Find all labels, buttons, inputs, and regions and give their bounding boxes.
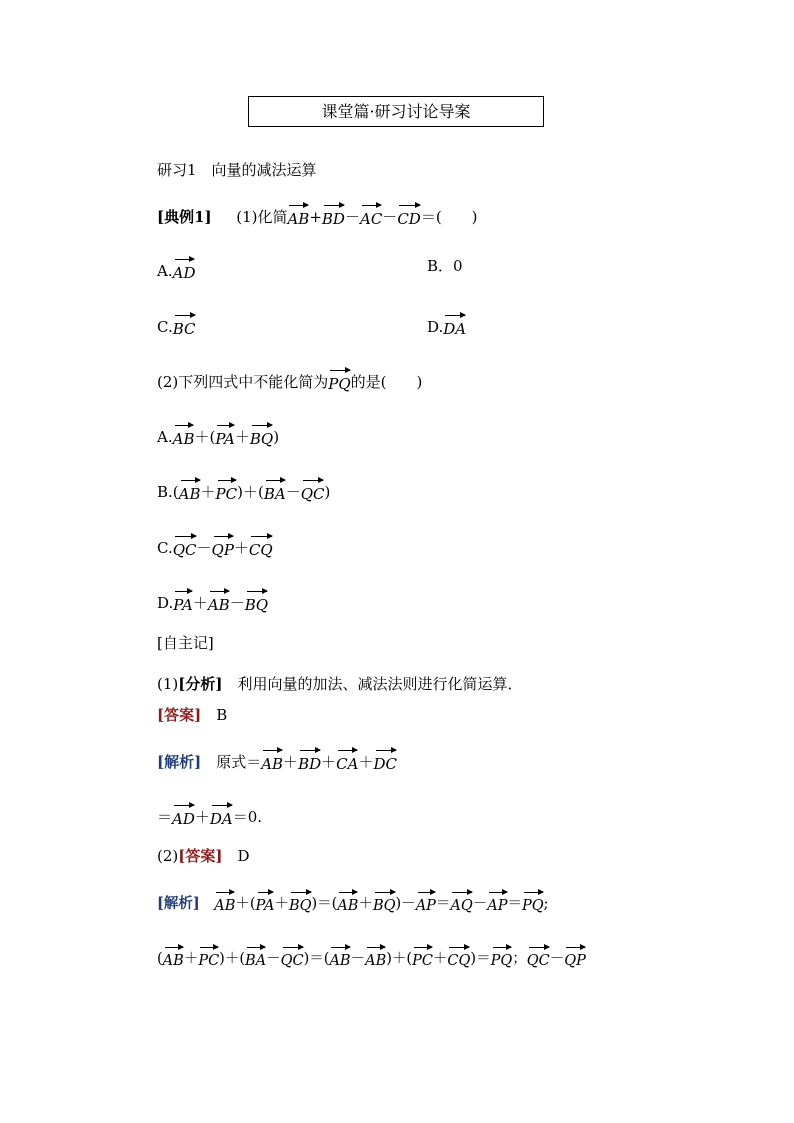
option-label: C. (157, 318, 173, 336)
vector: CA (336, 746, 358, 772)
vector: PC (216, 476, 238, 502)
q1-option-b (427, 255, 463, 277)
solution-1-line-1: [解析] 原式＝AB＋BD＋CA＋DC (157, 746, 397, 773)
solution-2-line-1: [解析] AB＋(PA＋BQ)＝(AB＋BQ)－AP＝AQ－AP＝PQ; (157, 888, 549, 915)
vector: CQ (249, 532, 273, 558)
vector: AB (173, 421, 195, 447)
q1-intro: (1)化简 (236, 208, 288, 226)
option-label: C. (157, 539, 173, 557)
solution-1-line-2: ＝AD＋DA＝0. (157, 801, 262, 828)
q2-option-c: C.QC－QP＋CQ (157, 532, 273, 559)
vector: AQ (450, 888, 472, 914)
vector: DA (210, 801, 233, 827)
vector: PA (215, 421, 235, 447)
vector: QC (301, 476, 325, 502)
vector: AD (172, 801, 195, 827)
answer-value: B (201, 706, 228, 724)
section-heading: 研习1 向量的减法运算 (157, 161, 317, 179)
q2-option-d: D.PA＋AB－BQ (157, 587, 268, 614)
vector: BA (245, 943, 266, 969)
vector: PC (198, 943, 219, 969)
q1-option-a (157, 255, 195, 282)
analysis-tag: [分析] (178, 675, 223, 693)
analysis-text: 利用向量的加法、减法法则进行化简运算． (222, 675, 523, 693)
q1-option-d (427, 311, 466, 338)
option-label: B．0 (427, 257, 463, 275)
solution-tag: [解析] (157, 895, 200, 912)
vector: AB (337, 888, 358, 914)
vector: PA (173, 587, 193, 613)
answer-tag: [答案] (157, 706, 202, 724)
operator: － (382, 208, 398, 226)
vector: BQ (289, 888, 312, 914)
operator: + (309, 208, 322, 226)
answer-1 (157, 704, 227, 726)
vector: PQ (522, 888, 544, 914)
option-label: B. (157, 483, 173, 501)
vector: PQ (491, 943, 513, 969)
operator: － (344, 208, 360, 226)
vector: BD (298, 746, 321, 772)
vector: CQ (447, 943, 470, 969)
answer-tag: [答案] (178, 847, 223, 865)
q2-intro: (2)下列四式中不能化简为 (157, 373, 329, 391)
analysis-prefix: (1) (157, 675, 179, 693)
vector: AB (214, 888, 235, 914)
answer-2 (157, 845, 249, 867)
answer-prefix: (2) (157, 847, 179, 865)
analysis-line (157, 673, 522, 695)
example-label: [典例1] (157, 208, 212, 226)
vector: BD (322, 201, 345, 227)
vector: AB (365, 943, 386, 969)
q1-tail: ＝( ) (420, 208, 478, 226)
option-label: A. (157, 428, 173, 446)
vector: AB (287, 201, 309, 227)
vector: AB (329, 943, 350, 969)
vector: BA (264, 476, 286, 502)
vector: PC (412, 943, 433, 969)
question-2 (157, 366, 422, 393)
vector: AB (179, 476, 201, 502)
vector: AC (360, 201, 382, 227)
option-label: D. (157, 594, 174, 612)
solution-result: ＝0. (232, 808, 263, 826)
question-1 (157, 201, 478, 228)
vector: BQ (245, 587, 268, 613)
vector: AP (416, 888, 436, 914)
page-title: 课堂篇·研习讨论导案 (248, 96, 544, 127)
option-label: A. (157, 262, 173, 280)
vector: PQ (328, 366, 350, 392)
vector: QC (173, 532, 197, 558)
vector: BQ (250, 421, 273, 447)
solution-tag: [解析] (157, 753, 202, 771)
vector: CD (397, 201, 421, 227)
q1-option-c (157, 311, 196, 338)
vector: AP (487, 888, 507, 914)
vector: QC (527, 943, 550, 969)
option-label: D. (427, 318, 444, 336)
q2-tail: 的是( ) (350, 373, 423, 391)
notes-label: [自主记] (157, 634, 214, 652)
q2-option-b: B.(AB＋PC)＋(BA－QC) (157, 476, 330, 503)
q2-option-a: A.AB＋(PA＋BQ) (157, 421, 279, 448)
vector: DA (443, 311, 466, 337)
vector: QP (564, 943, 586, 969)
vector: QC (281, 943, 304, 969)
solution-lead: 原式＝ (201, 753, 262, 771)
vector: DC (374, 746, 398, 772)
vector: AB (163, 943, 184, 969)
vector: PA (256, 888, 275, 914)
vector: BC (173, 311, 196, 337)
vector: AB (261, 746, 283, 772)
answer-value: D (222, 847, 250, 865)
vector: AB (208, 587, 230, 613)
vector: QP (212, 532, 234, 558)
vector: AD (173, 255, 196, 281)
solution-2-line-2: (AB＋PC)＋(BA－QC)＝(AB－AB)＋(PC＋CQ)＝PQ；QC－QP (157, 943, 586, 970)
vector: BQ (373, 888, 396, 914)
